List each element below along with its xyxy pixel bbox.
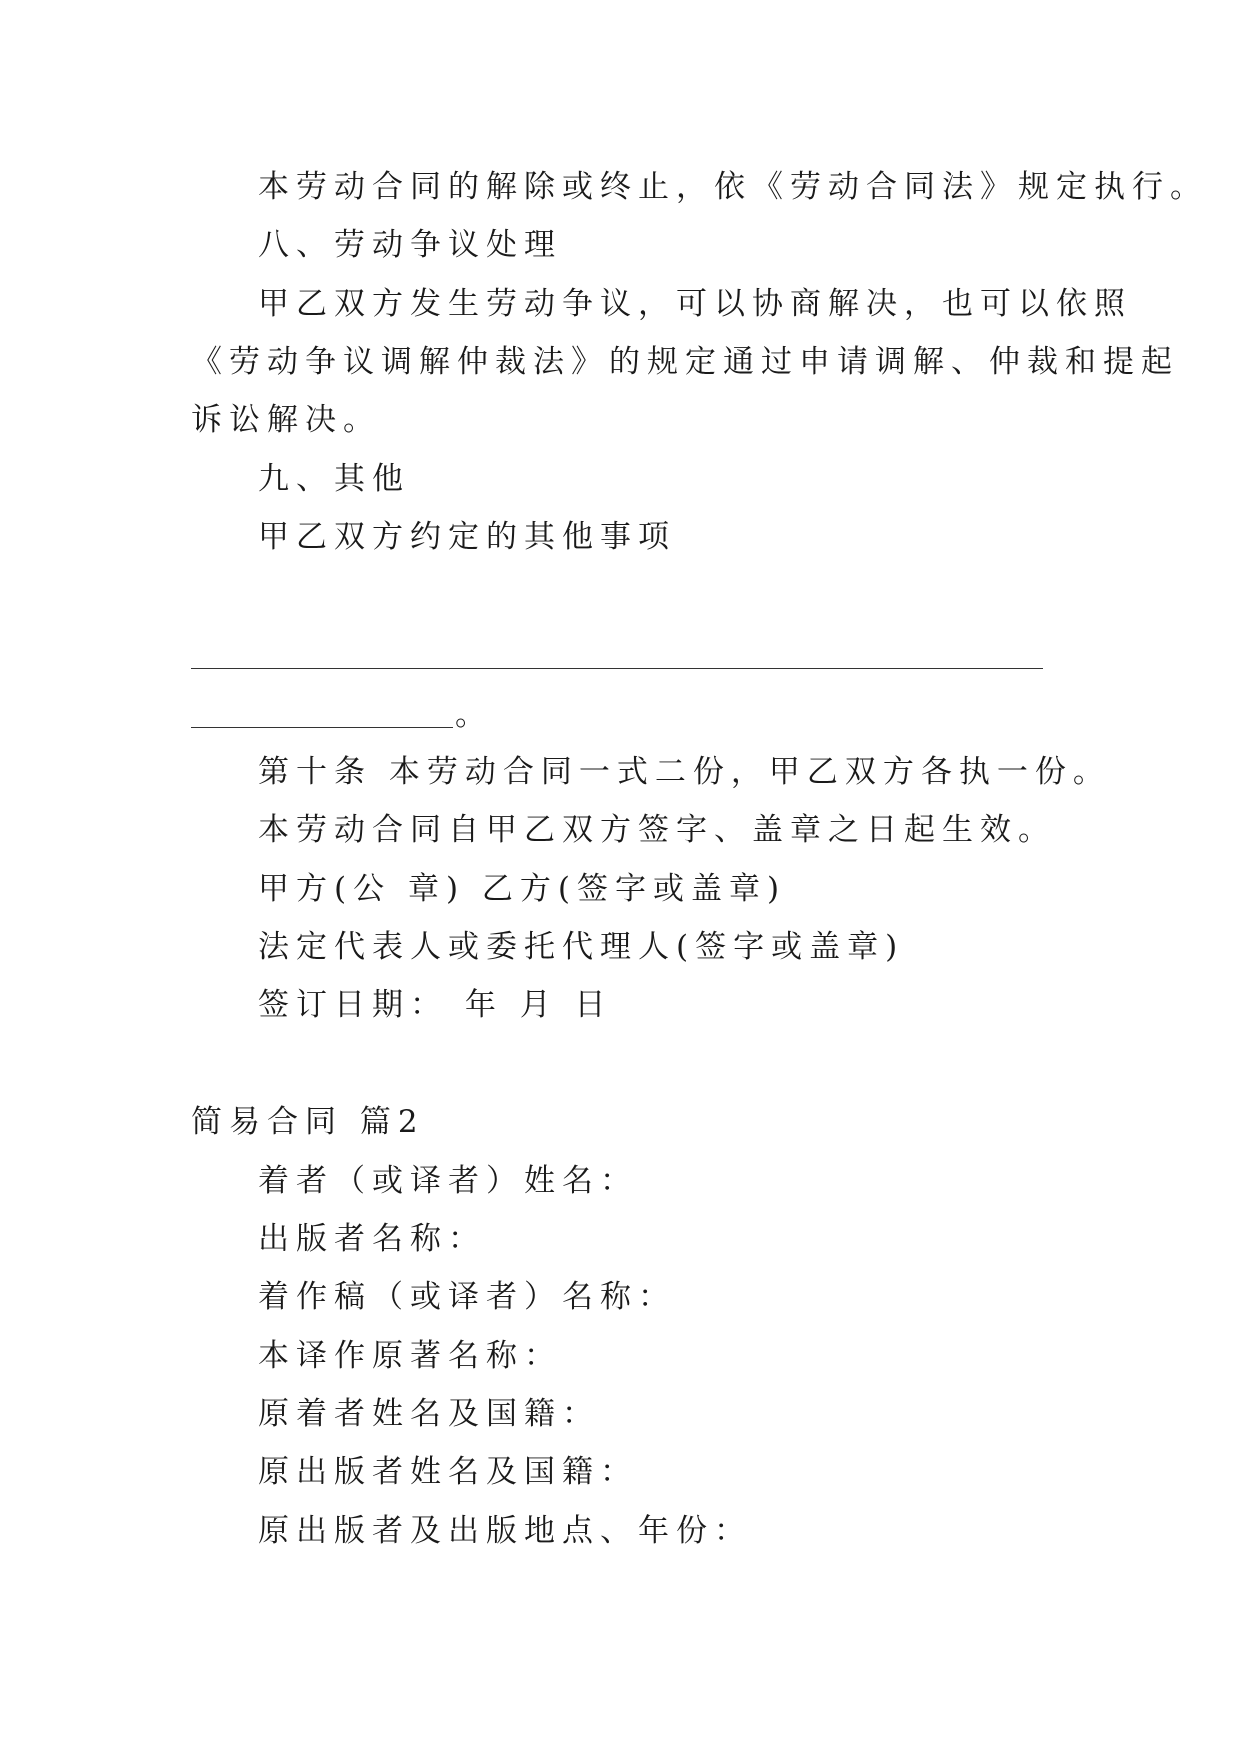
field-author-name: 着者（或译者）姓名： bbox=[258, 1163, 638, 1199]
blank-fill-line-2 bbox=[191, 727, 453, 728]
section-title-contract-2: 简易合同 篇2 bbox=[191, 1104, 425, 1140]
article-ten: 第十条 本劳动合同一式二份，甲乙双方各执一份。 bbox=[258, 754, 1111, 790]
field-original-title: 本译作原著名称： bbox=[258, 1338, 562, 1374]
field-original-publisher: 原出版者姓名及国籍： bbox=[258, 1454, 638, 1490]
field-original-author: 原着者姓名及国籍： bbox=[258, 1396, 600, 1432]
paragraph-dispute-line-2: 《劳动争议调解仲裁法》的规定通过申请调解、仲裁和提起 bbox=[191, 344, 1179, 380]
paragraph-dispute-line-1: 甲乙双方发生劳动争议，可以协商解决，也可以依照 bbox=[258, 286, 1132, 322]
blank-end-mark: 。 bbox=[455, 697, 486, 733]
paragraph-termination: 本劳动合同的解除或终止，依《劳动合同法》规定执行。 bbox=[258, 169, 1208, 205]
section-heading-other: 九、其他 bbox=[258, 461, 410, 497]
field-work-title: 着作稿（或译者）名称： bbox=[258, 1279, 676, 1315]
signature-parties: 甲方(公 章) 乙方(签字或盖章) bbox=[258, 871, 787, 907]
blank-fill-line-1 bbox=[191, 668, 1043, 669]
paragraph-dispute-line-3: 诉讼解决。 bbox=[191, 402, 381, 438]
field-publisher-name: 出版者名称： bbox=[258, 1221, 486, 1257]
paragraph-effective: 本劳动合同自甲乙双方签字、盖章之日起生效。 bbox=[258, 812, 1056, 848]
paragraph-other-matters: 甲乙双方约定的其他事项 bbox=[258, 519, 676, 555]
field-original-place-year: 原出版者及出版地点、年份： bbox=[258, 1513, 752, 1549]
section-heading-dispute: 八、劳动争议处理 bbox=[258, 227, 562, 263]
signature-representative: 法定代表人或委托代理人(签字或盖章) bbox=[258, 929, 905, 965]
signing-date: 签订日期： 年 月 日 bbox=[258, 987, 613, 1023]
